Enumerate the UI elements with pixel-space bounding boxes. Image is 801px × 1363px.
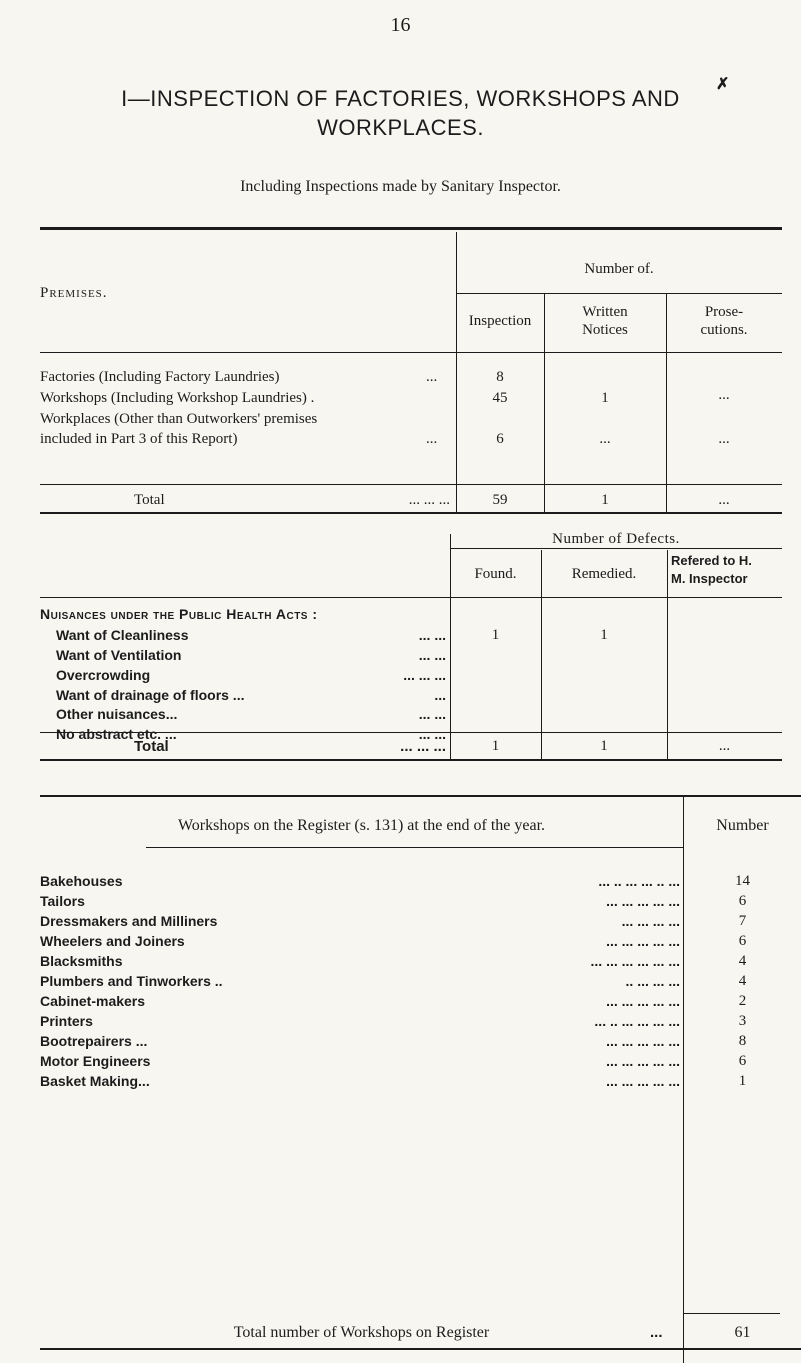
remedied-column-header: Remedied. bbox=[571, 566, 637, 582]
number-value: 2 bbox=[738, 993, 747, 1009]
leader-dots: ... ... ... ... ... bbox=[606, 993, 680, 1009]
leader-dots: ... ... bbox=[418, 627, 446, 643]
row-label: Workshops (Including Workshop Laundries) . bbox=[40, 390, 315, 406]
table-rule bbox=[40, 352, 782, 353]
table-rule bbox=[40, 512, 782, 514]
row-label: No abstract etc. ... bbox=[56, 726, 177, 742]
leader-dots: ... bbox=[426, 369, 438, 385]
leader-dots: ... bbox=[434, 687, 446, 703]
inspection-value: 8 bbox=[496, 369, 504, 385]
table-rule bbox=[40, 484, 782, 485]
leader-dots: ... .. ... ... ... ... bbox=[594, 1013, 680, 1029]
row-label: Blacksmiths bbox=[40, 953, 123, 969]
table-rule bbox=[684, 1313, 780, 1314]
total-prosecutions: ... bbox=[718, 492, 730, 508]
total-referred: ... bbox=[718, 738, 731, 754]
leader-dots: ... bbox=[426, 431, 438, 447]
leader-dots: ... ... bbox=[418, 706, 446, 722]
section-heading: Nuisances under the Public Health Acts : bbox=[40, 606, 318, 622]
referred-column-header: Refered to H. M. Inspector bbox=[671, 553, 752, 586]
total-label: Total bbox=[134, 492, 165, 508]
leader-dots: ... ... bbox=[418, 647, 446, 663]
row-label: Want of Cleanliness bbox=[56, 627, 189, 643]
leader-dots: ... ... ... ... ... bbox=[606, 1053, 680, 1069]
ink-mark: ✗ bbox=[716, 76, 730, 93]
leader-dots: ... ... ... ... bbox=[621, 913, 680, 929]
found-value: 1 bbox=[491, 627, 500, 643]
prosecutions-value: ... bbox=[718, 387, 730, 403]
prosecutions-value: ... bbox=[718, 431, 730, 447]
table-rule bbox=[40, 1348, 801, 1350]
leader-dots: ... ... ... bbox=[408, 492, 450, 508]
total-number: 61 bbox=[734, 1324, 751, 1341]
table-rule bbox=[40, 597, 782, 598]
page-subtitle: Including Inspections made by Sanitary Inspector. bbox=[240, 178, 561, 195]
table-rule bbox=[456, 293, 782, 294]
row-label: Plumbers and Tinworkers .. bbox=[40, 973, 223, 989]
row-label: Want of drainage of floors ... bbox=[56, 687, 245, 703]
leader-dots: ... ... ... ... ... bbox=[606, 1033, 680, 1049]
number-value: 8 bbox=[738, 1033, 747, 1049]
leader-dots: ... ... ... bbox=[403, 667, 446, 683]
table-rule bbox=[146, 847, 683, 848]
column-rule bbox=[667, 550, 668, 759]
row-label: Tailors bbox=[40, 893, 85, 909]
notices-value: 1 bbox=[601, 390, 609, 406]
row-label: Overcrowding bbox=[56, 667, 151, 683]
leader-dots: ... ... ... ... ... ... bbox=[590, 953, 680, 969]
inspection-value: 45 bbox=[492, 390, 508, 406]
row-label: Wheelers and Joiners bbox=[40, 933, 185, 949]
number-of-header: Number of. bbox=[584, 261, 654, 277]
total-found: 1 bbox=[491, 738, 500, 754]
row-label: Bakehouses bbox=[40, 873, 123, 889]
number-value: 14 bbox=[735, 873, 750, 889]
row-label: Cabinet-makers bbox=[40, 993, 146, 1009]
leader-dots: ... ... ... ... ... bbox=[606, 893, 680, 909]
number-column-header: Number bbox=[716, 817, 769, 834]
number-value: 1 bbox=[738, 1073, 747, 1089]
total-remedied: 1 bbox=[600, 738, 608, 754]
table-rule bbox=[450, 548, 782, 549]
leader-dots: .. ... ... ... bbox=[625, 973, 680, 989]
page-title bbox=[0, 84, 801, 142]
leader-dots: ... ... ... ... ... bbox=[606, 1073, 680, 1089]
number-value: 7 bbox=[738, 913, 747, 929]
leader-dots: ... .. ... ... .. ... bbox=[598, 873, 680, 889]
number-value: 6 bbox=[738, 893, 747, 909]
workshops-header: Workshops on the Register (s. 131) at the end of the year. bbox=[177, 817, 546, 834]
leader-dots: ... bbox=[650, 1324, 663, 1341]
row-label: Dressmakers and Milliners bbox=[40, 913, 218, 929]
found-column-header: Found. bbox=[474, 566, 517, 582]
page-number: 16 bbox=[390, 14, 411, 36]
number-of-defects-header: Number of Defects. bbox=[552, 531, 680, 547]
row-label: Printers bbox=[40, 1013, 93, 1029]
inspection-column-header: Inspection bbox=[468, 313, 532, 329]
number-value: 6 bbox=[738, 933, 747, 949]
table-rule bbox=[40, 795, 801, 797]
leader-dots: ... ... ... ... ... bbox=[606, 933, 680, 949]
row-label: included in Part 3 of this Report) bbox=[40, 431, 238, 447]
number-value: 4 bbox=[738, 953, 747, 969]
table-rule bbox=[40, 227, 782, 230]
prosecutions-column-header: Prose- cutions. bbox=[700, 304, 748, 338]
row-label: Other nuisances... bbox=[56, 706, 178, 722]
title-line-1: I—INSPECTION OF FACTORIES, WORKSHOPS AND bbox=[121, 86, 680, 111]
total-label: Total bbox=[134, 738, 169, 755]
row-label: Want of Ventilation bbox=[56, 647, 182, 663]
number-value: 6 bbox=[738, 1053, 747, 1069]
row-label: Bootrepairers ... bbox=[40, 1033, 148, 1049]
leader-dots: ... ... ... bbox=[400, 738, 446, 755]
notices-value: ... bbox=[599, 431, 611, 447]
leader-dots: ... ... bbox=[418, 726, 446, 742]
title-line-2: WORKPLACES. bbox=[317, 115, 484, 140]
inspection-value: 6 bbox=[496, 431, 504, 447]
table-rule bbox=[40, 759, 782, 761]
number-value: 4 bbox=[738, 973, 747, 989]
total-label: Total number of Workshops on Register bbox=[233, 1324, 490, 1341]
row-label: Motor Engineers bbox=[40, 1053, 151, 1069]
total-inspection: 59 bbox=[492, 492, 508, 508]
row-label: Basket Making... bbox=[40, 1073, 150, 1089]
row-label: Workplaces (Other than Outworkers' premises bbox=[40, 411, 318, 427]
number-value: 3 bbox=[738, 1013, 747, 1029]
remedied-value: 1 bbox=[600, 627, 608, 643]
row-label: Factories (Including Factory Laundries) bbox=[40, 369, 280, 385]
total-notices: 1 bbox=[601, 492, 609, 508]
premises-header: Premises. bbox=[40, 285, 108, 301]
notices-column-header: Written Notices bbox=[582, 304, 628, 338]
